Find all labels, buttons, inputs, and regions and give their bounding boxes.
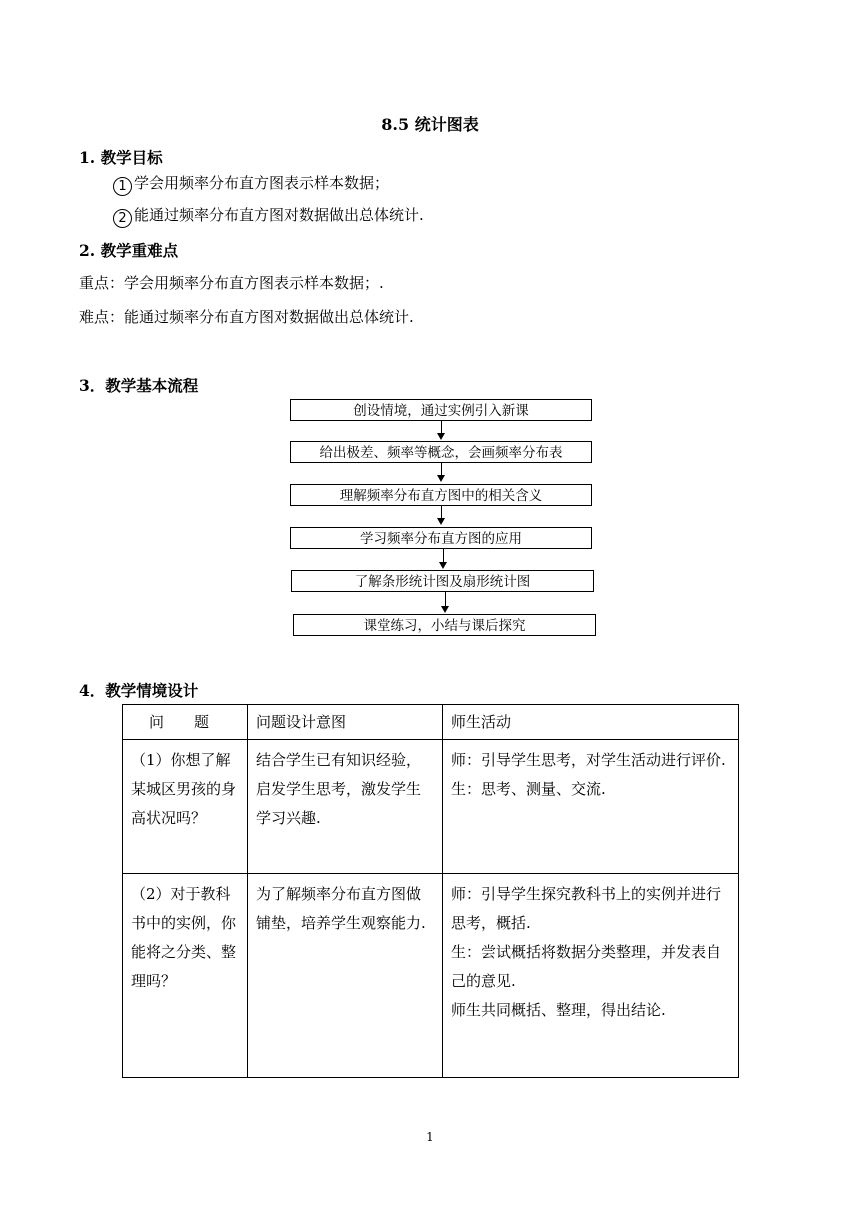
flow-arrow	[445, 592, 446, 606]
page-title: 8.5 统计图表	[381, 115, 479, 134]
arrow-down-icon	[437, 518, 445, 525]
arrow-down-icon	[439, 562, 447, 569]
section-heading-situation-design: 4．教学情境设计	[79, 681, 199, 700]
flow-arrow	[443, 549, 444, 562]
column-header: 问 题	[123, 705, 248, 740]
activity-line: 生：尝试概括将数据分类整理，并发表自己的意见.	[451, 943, 722, 990]
arrow-down-icon	[437, 475, 445, 482]
activity-line: 生：思考、测量、交流.	[451, 780, 606, 798]
flow-step: 学习频率分布直方图的应用	[290, 527, 592, 549]
activity-line: 师：引导学生思考，对学生活动进行评价.	[451, 751, 726, 769]
activity-cell	[443, 740, 739, 874]
objective-text: 学会用频率分布直方图表示样本数据；	[134, 174, 390, 192]
table-row	[123, 874, 739, 1078]
page-number: 1	[426, 1130, 434, 1144]
intent-cell: 为了解频率分布直方图做铺垫，培养学生观察能力.	[248, 874, 443, 1078]
design-table	[122, 704, 739, 1078]
objective-text: 能通过频率分布直方图对数据做出总体统计.	[134, 206, 424, 224]
section-heading-key-points: 2. 教学重难点	[79, 241, 179, 260]
activity-cell	[443, 874, 739, 1078]
circled-number-icon: 2	[113, 209, 132, 228]
question-cell: （2）对于教科书中的实例，你能将之分类、整理吗？	[123, 874, 248, 1078]
activity-line: 师生共同概括、整理，得出结论.	[451, 1001, 666, 1019]
key-point: 重点：学会用频率分布直方图表示样本数据；.	[79, 274, 384, 292]
flow-arrow	[441, 506, 442, 518]
flow-step: 课堂练习，小结与课后探究	[293, 614, 596, 636]
section-heading-flow: 3．教学基本流程	[79, 376, 199, 395]
column-header: 问题设计意图	[248, 705, 443, 740]
flow-step: 理解频率分布直方图中的相关含义	[290, 484, 592, 506]
section-heading-objectives: 1. 教学目标	[79, 148, 163, 167]
circled-number-icon: 1	[113, 177, 132, 196]
flow-arrow	[441, 463, 442, 475]
arrow-down-icon	[441, 606, 449, 613]
flow-step: 创设情境，通过实例引入新课	[290, 399, 592, 421]
flow-step: 了解条形统计图及扇形统计图	[291, 570, 594, 592]
activity-line: 师：引导学生探究教科书上的实例并进行思考，概括.	[451, 885, 722, 932]
flow-arrow	[441, 421, 442, 433]
intent-cell: 结合学生已有知识经验，启发学生思考，激发学生学习兴趣.	[248, 740, 443, 874]
table-row	[123, 740, 739, 874]
objective-item	[113, 172, 389, 196]
flow-step: 给出极差、频率等概念，会画频率分布表	[290, 441, 592, 463]
question-cell: （1）你想了解某城区男孩的身高状况吗？	[123, 740, 248, 874]
column-header: 师生活动	[443, 705, 739, 740]
objective-item	[113, 204, 424, 228]
table-header-row	[123, 705, 739, 740]
arrow-down-icon	[437, 433, 445, 440]
difficult-point: 难点：能通过频率分布直方图对数据做出总体统计.	[79, 308, 414, 326]
